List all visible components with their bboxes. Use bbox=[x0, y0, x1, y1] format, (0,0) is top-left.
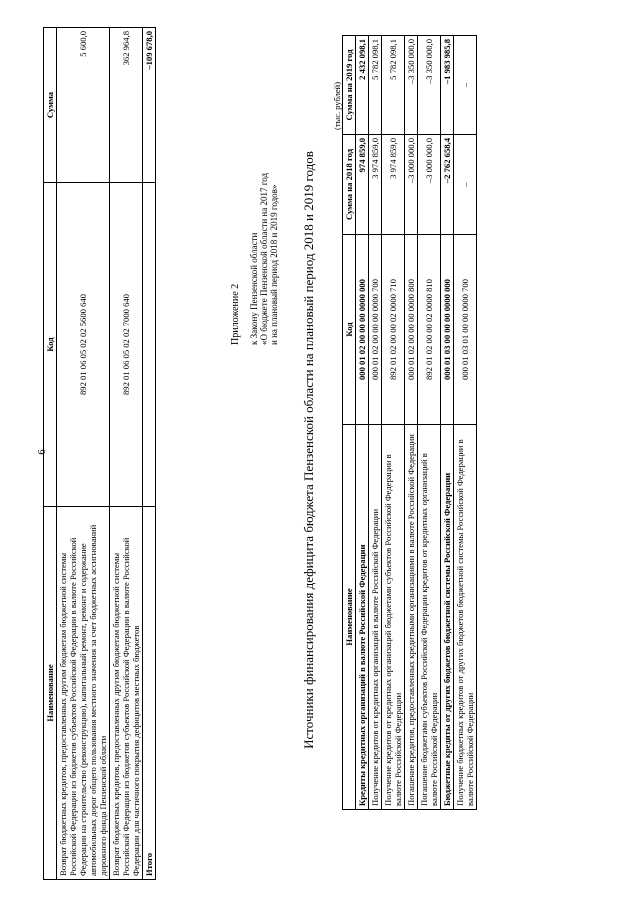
row-sum-2019: 2 432 098,1 bbox=[356, 36, 369, 135]
header-sum: Сумма bbox=[44, 28, 57, 183]
row-code: 000 01 02 00 00 00 0000 700 bbox=[369, 235, 382, 425]
appendix-line: и на плановый период 2018 и 2019 годов» bbox=[269, 184, 279, 345]
row-name: Возврат бюджетных кредитов, предоставленных другим бюджетам бюджетной системы Российской Федерации из бюджетов субъектов Российской Федерации в валюте Российской Федерации на строительство (реконструкцию), капитальный ремонт, ремонт и содержание автомобильных дорог общего пользования местного значения за счет бюджетных ассигнований дорожного фонда Пензенской области bbox=[57, 507, 110, 880]
row-code: 000 01 03 01 00 00 0000 700 bbox=[454, 235, 477, 425]
row-sum: –109 678,0 bbox=[143, 28, 156, 183]
table-row bbox=[418, 36, 441, 810]
row-code: 000 01 02 00 00 00 0000 000 bbox=[356, 235, 369, 425]
table-row bbox=[382, 36, 405, 810]
row-sum-2018: 3 974 859,0 bbox=[382, 135, 405, 235]
appendix-line: к Закону Пензенской области bbox=[249, 232, 259, 345]
row-sum-2018: 974 859,0 bbox=[356, 135, 369, 235]
appendix-lines bbox=[249, 173, 279, 345]
header-name: Наименование bbox=[44, 507, 57, 880]
row-code: 892 01 06 05 02 02 7000 640 bbox=[110, 183, 143, 507]
row-sum-2018: – bbox=[454, 135, 477, 235]
header-sum-2019: Сумма на 2019 год bbox=[343, 36, 356, 135]
header-sum-2018: Сумма на 2018 год bbox=[343, 135, 356, 235]
table-row bbox=[110, 28, 143, 880]
row-sum-2019: 5 782 098,1 bbox=[382, 36, 405, 135]
table-row bbox=[441, 36, 454, 810]
appendix-title: Приложение 2 bbox=[230, 283, 241, 345]
row-sum-2019: –3 350 000,0 bbox=[405, 36, 418, 135]
table-row bbox=[57, 28, 110, 880]
table-header-row bbox=[343, 36, 356, 810]
row-name: Бюджетные кредиты от других бюджетов бюджетной системы Российской Федерации bbox=[441, 425, 454, 810]
row-sum-2018: –3 000 000,0 bbox=[418, 135, 441, 235]
row-code: 000 01 03 00 00 00 0000 000 bbox=[441, 235, 454, 425]
table-row bbox=[356, 36, 369, 810]
row-sum: 5 600,0 bbox=[57, 28, 110, 183]
row-sum-2018: –3 000 000,0 bbox=[405, 135, 418, 235]
total-row bbox=[143, 28, 156, 880]
row-name: Возврат бюджетных кредитов, предоставленных другим бюджетам бюджетной системы Российской Федерации из бюджетов субъектов Российской Федерации в валюте Российской Федерации для частичного покрытия дефицитов местных бюджетов bbox=[110, 507, 143, 880]
row-name: Погашение кредитов, предоставленных кредитными организациями в валюте Российской Федерации bbox=[405, 425, 418, 810]
units-label: (тыс. рублей) bbox=[332, 81, 342, 130]
appendix-line: «О бюджете Пензенской области на 2017 год bbox=[259, 172, 269, 345]
row-name: Получение кредитов от кредитных организаций бюджетами субъектов Российской Федерации в валюте Российской Федерации bbox=[382, 425, 405, 810]
financing-sources-table bbox=[342, 35, 477, 810]
row-code: 892 01 06 05 02 02 5600 640 bbox=[57, 183, 110, 507]
row-name: Кредиты кредитных организаций в валюте Российской Федерации bbox=[356, 425, 369, 810]
row-name: Итого bbox=[143, 507, 156, 880]
table-header-row bbox=[44, 28, 57, 880]
row-name: Погашение бюджетами субъектов Российской Федерации кредитов от кредитных организаций в валюте Российской Федерации bbox=[418, 425, 441, 810]
continuation-table bbox=[43, 27, 156, 880]
table-row bbox=[405, 36, 418, 810]
header-name: Наименование bbox=[343, 425, 356, 810]
row-code bbox=[143, 183, 156, 507]
header-code: Код bbox=[343, 235, 356, 425]
table-row bbox=[454, 36, 477, 810]
row-code: 892 01 02 00 00 02 0000 810 bbox=[418, 235, 441, 425]
row-name: Получение кредитов от кредитных организаций в валюте Российской Федерации bbox=[369, 425, 382, 810]
row-code: 000 01 02 00 00 00 0000 800 bbox=[405, 235, 418, 425]
header-code: Код bbox=[44, 183, 57, 507]
row-name: Получение бюджетных кредитов от других бюджетов бюджетной системы Российской Федерации в валюте Российской Федерации bbox=[454, 425, 477, 810]
row-sum-2018: –2 762 658,4 bbox=[441, 135, 454, 235]
row-sum-2019: –3 350 000,0 bbox=[418, 36, 441, 135]
table-row bbox=[369, 36, 382, 810]
row-sum-2019: – bbox=[454, 36, 477, 135]
document-title: Источники финансирования дефицита бюджета Пензенской области на плановый период 2018 и 2019 годов bbox=[301, 151, 316, 749]
row-sum-2018: 3 974 859,0 bbox=[369, 135, 382, 235]
row-sum-2019: 5 782 098,1 bbox=[369, 36, 382, 135]
row-sum: 362 964,8 bbox=[110, 28, 143, 183]
row-sum-2019: –1 983 985,8 bbox=[441, 36, 454, 135]
page-number: 6 bbox=[36, 449, 48, 455]
row-code: 892 01 02 00 00 02 0000 710 bbox=[382, 235, 405, 425]
